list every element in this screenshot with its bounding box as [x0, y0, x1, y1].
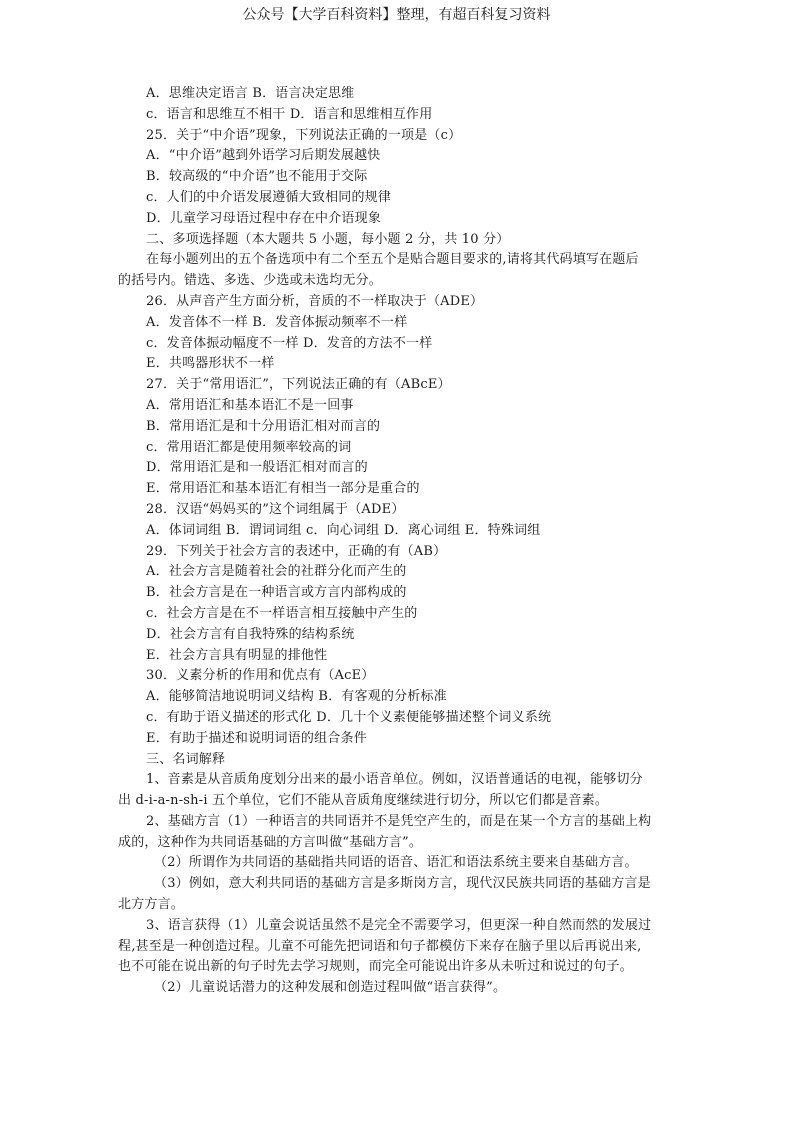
text-line: 程,甚至是一种创造过程。儿童不可能先把词语和句子都模仿下来存在脑子里以后再说出来,	[118, 938, 642, 954]
text-line: A．思维决定语言 B．语言决定思维	[146, 86, 355, 101]
text-line: 3、语言获得（1）儿童会说话虽然不是完全不需要学习，但更深一种自然而然的发展过	[146, 917, 652, 933]
text-line: B．常用语汇是和十分用语汇相对而言的	[146, 418, 381, 434]
text-line: 27．关于“常用语汇”，下列说法正确的有（ABcE）	[146, 377, 451, 393]
text-line: c．人们的中介语发展遵循大致相同的规律	[146, 189, 392, 205]
text-line: 30．义素分析的作用和优点有（AcE）	[146, 668, 375, 684]
text-line: A．“中介语”越到外语学习后期发展越快	[146, 148, 381, 164]
text-line: D．社会方言有自我特殊的结构系统	[146, 626, 355, 642]
page-header: 公众号【大学百科资料】整理，有超百科复习资料	[242, 7, 551, 23]
text-line: 25．关于“中介语”现象，下列说法正确的一项是（c）	[146, 127, 462, 143]
text-line: D．常用语汇是和一般语汇相对而言的	[146, 460, 368, 476]
text-line: E．社会方言具有明显的排他性	[146, 647, 328, 663]
text-line: 26．从声音产生方面分析，音质的不一样取决于（ADE）	[146, 293, 484, 309]
text-line: B．社会方言是在一种语言或方言内部构成的	[146, 585, 407, 601]
text-line: E．有助于描述和说明词语的组合条件	[146, 730, 367, 746]
text-line: E．共鸣器形状不一样	[146, 356, 275, 372]
text-line: 29．下列关于社会方言的表述中，正确的有（AB）	[146, 543, 447, 559]
text-line: A．能够简洁地说明词义结构 B．有客观的分析标准	[146, 689, 447, 705]
text-line: E．常用语汇和基本语汇有相当一部分是重合的	[146, 481, 420, 497]
text-line: c．常用语汇都是使用频率较高的词	[146, 439, 352, 455]
text-line: 1、音素是从音质角度划分出来的最小语音单位。例如，汉语普通话的电视，能够切分	[146, 772, 643, 788]
text-line: 28．汉语“妈妈买的”这个词组属于（ADE）	[146, 501, 405, 517]
text-line: 在每小题列出的五个备选项中有二个至五个是贴合题目要求的,请将其代码填写在题后	[146, 252, 639, 268]
document-body	[118, 84, 678, 999]
text-line: A．体词词组 B．谓词词组 c．向心词组 D．离心词组 E．特殊词组	[146, 522, 541, 538]
text-line: B．较高级的“中介语”也不能用于交际	[146, 169, 368, 185]
text-line: （2）所谓作为共同语的基础指共同语的语音、语汇和语法系统主要来自基础方言。	[154, 855, 638, 871]
text-line: 出 d-i-a-n-sh-i 五个单位，它们不能从音质角度继续进行切分，所以它们都是音素。	[118, 793, 609, 809]
text-line: c．发音体振动幅度不一样 D．发音的方法不一样	[146, 335, 433, 351]
text-line: A．常用语汇和基本语汇不是一回事	[146, 397, 354, 413]
text-line: D．儿童学习母语过程中存在中介语现象	[146, 210, 382, 226]
text-line: 成的，这种作为共同语基础的方言叫做“基础方言”。	[118, 834, 423, 850]
text-line: 北方方言。	[118, 897, 185, 913]
text-line: 二、多项选择题（本大题共 5 小题，每小题 2 分，共 10 分）	[146, 231, 510, 247]
text-line: 三、名词解释	[146, 751, 226, 767]
text-line: （3）例如，意大利共同语的基础方言是多斯岗方言，现代汉民族共同语的基础方言是	[154, 876, 651, 892]
text-line: c．语言和思维互不相干 D．语言和思维相互作用	[146, 106, 433, 122]
text-line: 也不可能在说出新的句子时先去学习规则，而完全可能说出许多从未听过和说过的句子。	[118, 959, 633, 975]
text-line: 的括号内。错选、多选、少选或未选均无分。	[118, 273, 383, 289]
text-line: c．社会方言是在不一样语言相互接触中产生的	[146, 605, 418, 621]
text-line: 2、基础方言（1）一种语言的共同语并不是凭空产生的，而是在某一个方言的基础上构	[146, 813, 652, 829]
text-line: A．社会方言是随着社会的社群分化而产生的	[146, 564, 407, 580]
text-line: A．发音体不一样 B．发音体振动频率不一样	[146, 314, 408, 330]
text-line: （2）儿童说话潜力的这种发展和创造过程叫做“语言获得”。	[154, 980, 507, 996]
text-line: c．有助于语义描述的形式化 D．几十个义素便能够描述整个词义系统	[146, 709, 552, 725]
